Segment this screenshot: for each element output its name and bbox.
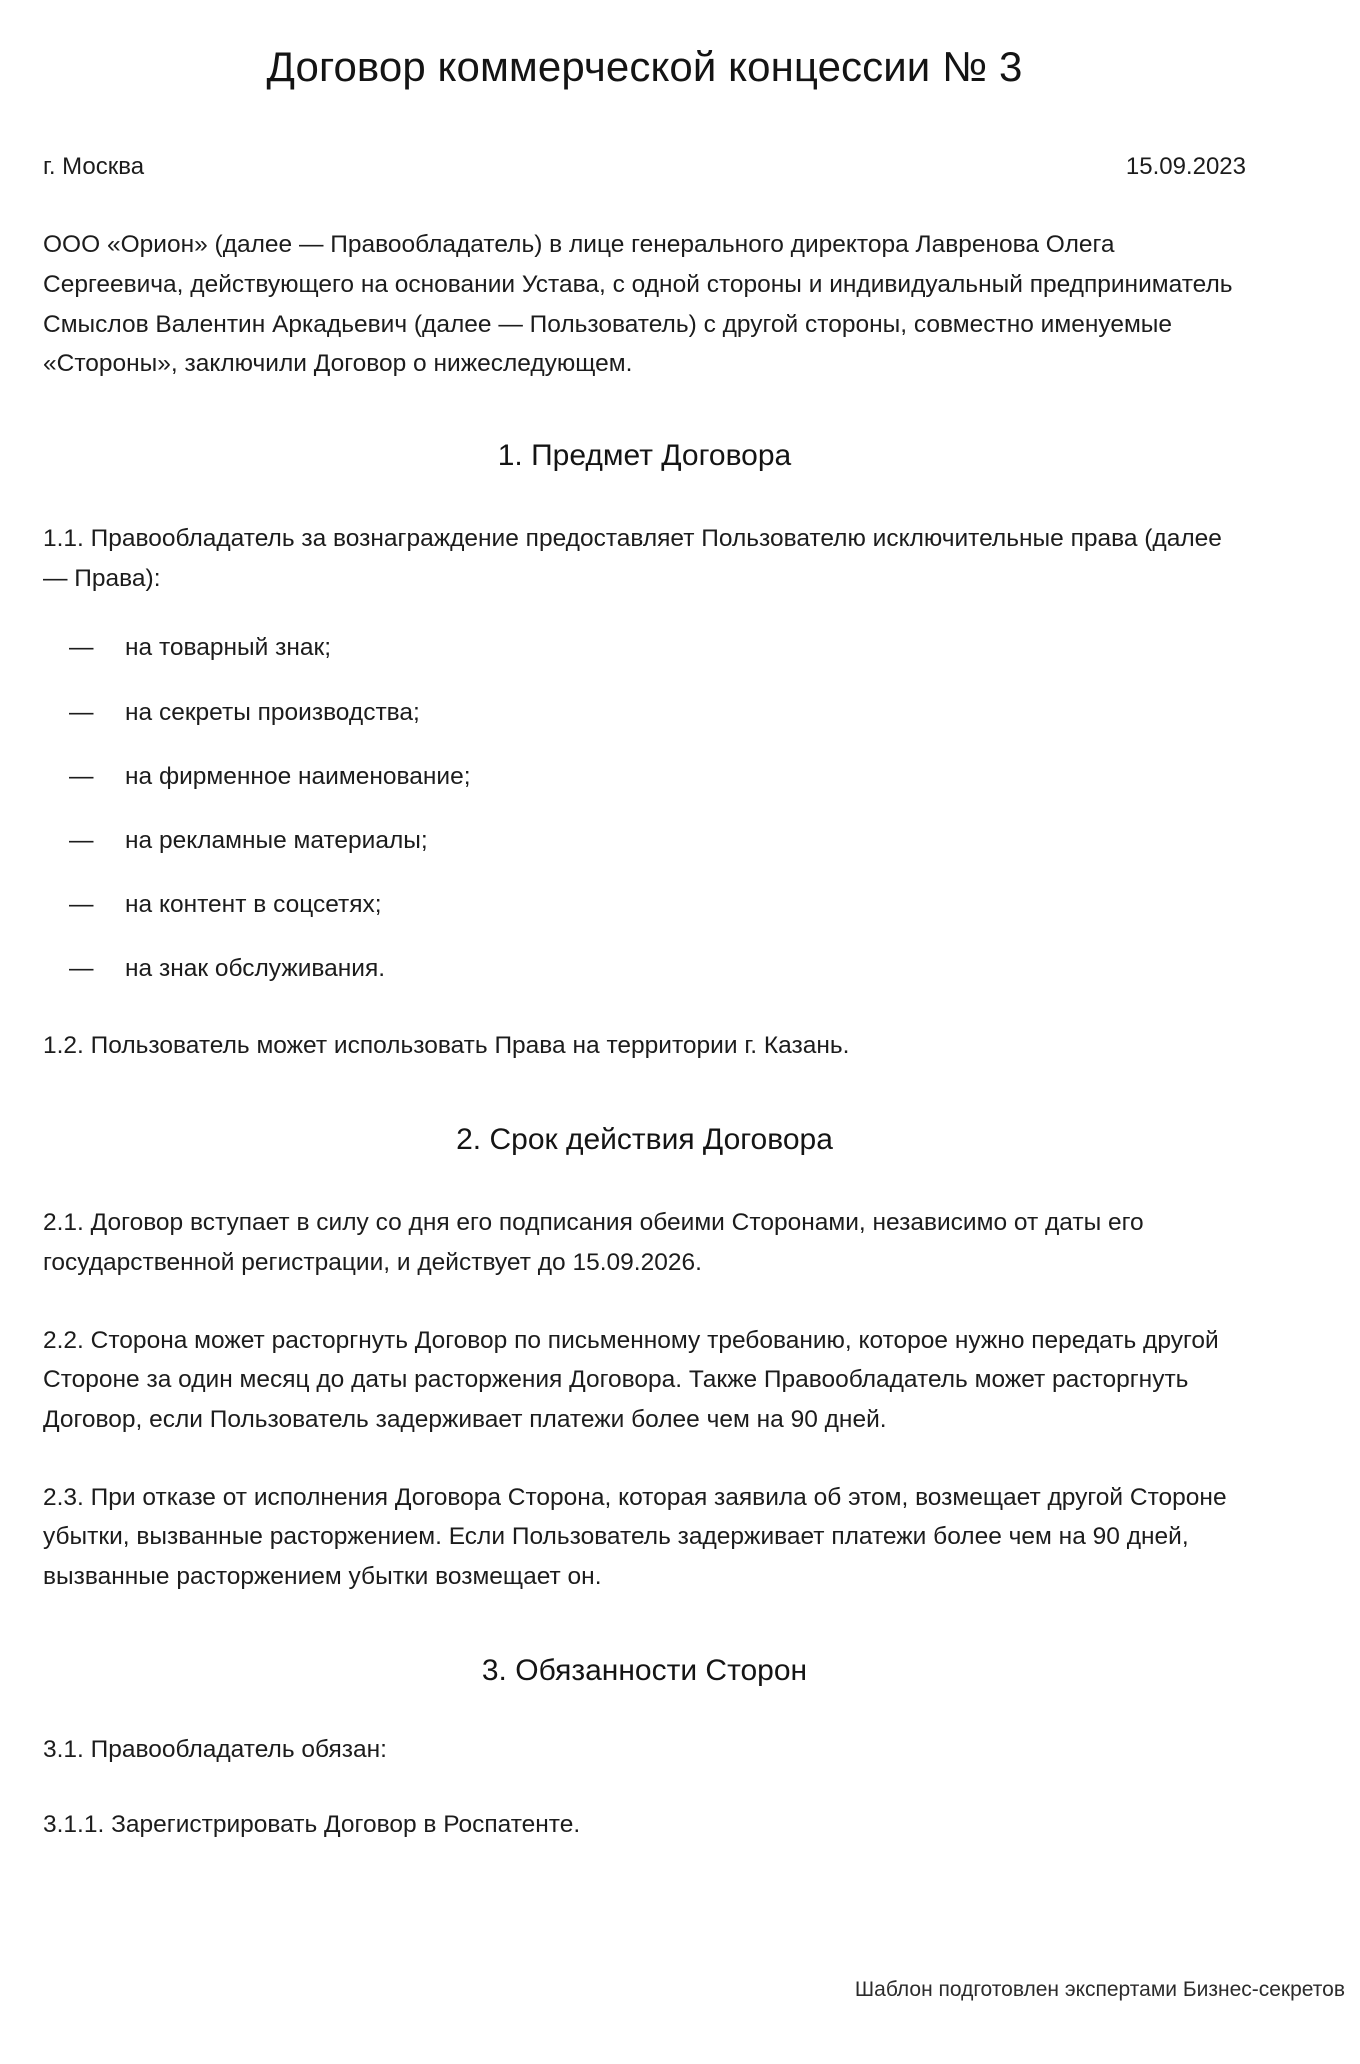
list-item-label: на секреты производства; <box>125 698 420 726</box>
list-item-label: на рекламные материалы; <box>125 826 428 854</box>
em-dash-bullet-icon: — <box>69 762 94 790</box>
list-item <box>43 757 1246 796</box>
list-item <box>43 628 1246 667</box>
clause-1-2: 1.2. Пользователь может использовать Права на территории г. Казань. <box>43 1032 850 1060</box>
clause-3-1-1: 3.1.1. Зарегистрировать Договор в Роспатенте. <box>43 1811 581 1839</box>
document-date: 15.09.2023 <box>1125 153 1246 181</box>
document-preamble: ООО «Орион» (далее — Правообладатель) в лице генерального директора Лавренова Олега Сергеевича, действующего на основании Устава, с одной стороны и индивидуальный предприниматель Смыслов Валентин Аркадьевич (далее — Пользователь) с другой стороны, совместно именуемые «Стороны», заключили Договор о нижеследующем. <box>43 231 1233 378</box>
list-item-label: на знак обслуживания. <box>125 955 386 983</box>
list-item <box>43 821 1246 860</box>
clause-2-1: 2.1. Договор вступает в силу со дня его подписания обеими Сторонами, независимо от даты его государственной регистрации, и действует до 15.09.2026. <box>43 1209 1144 1276</box>
rights-list <box>43 628 1246 988</box>
em-dash-bullet-icon: — <box>69 634 94 662</box>
document-title: Договор коммерческой концессии № 3 <box>266 43 1023 90</box>
clause-1-1: 1.1. Правообладатель за вознаграждение предоставляет Пользователю исключительные права (далее — Права): <box>43 524 1222 592</box>
em-dash-bullet-icon: — <box>69 891 94 919</box>
list-item-label: на товарный знак; <box>125 634 332 662</box>
document-content <box>43 0 1246 1845</box>
list-item-label: на фирменное наименование; <box>125 762 471 790</box>
em-dash-bullet-icon: — <box>69 698 94 726</box>
clause-3-1: 3.1. Правообладатель обязан: <box>43 1735 387 1763</box>
footer-note: Шаблон подготовлен экспертами Бизнес-секретов <box>854 1978 1345 2001</box>
section-heading-2: 2. Срок действия Договора <box>456 1123 833 1157</box>
section-heading-1: 1. Предмет Договора <box>497 438 792 472</box>
document-city: г. Москва <box>43 153 145 181</box>
document-meta-row <box>43 150 1246 185</box>
clause-2-2: 2.2. Сторона может расторгнуть Договор по письменному требованию, которое нужно передать другой Стороне за один месяц до даты расторжения Договора. Также Правообладатель может расторгнуть Договор, если Пользователь задерживает платежи более чем на 90 дней. <box>43 1326 1219 1433</box>
em-dash-bullet-icon: — <box>69 955 94 983</box>
em-dash-bullet-icon: — <box>69 826 94 854</box>
list-item-label: на контент в соцсетях; <box>125 891 382 919</box>
section-heading-3: 3. Обязанности Сторон <box>481 1653 808 1687</box>
list-item <box>43 885 1246 924</box>
list-item <box>43 693 1246 732</box>
clause-2-3: 2.3. При отказе от исполнения Договора Сторона, которая заявила об этом, возмещает другой Стороне убытки, вызванные расторжением. Если Пользователь задерживает платежи более чем на 90 дней, вызванные расторжением убытки возмещает он. <box>43 1483 1227 1590</box>
list-item <box>43 949 1246 988</box>
